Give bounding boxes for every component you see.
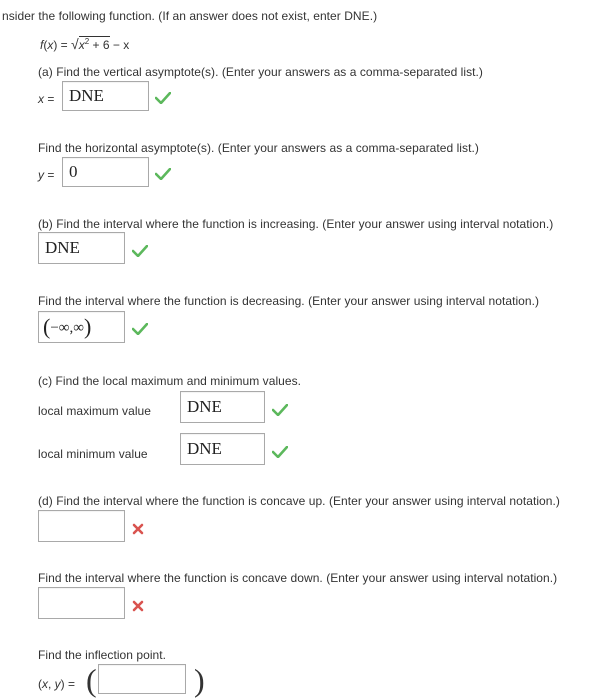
check-icon xyxy=(155,168,171,180)
cross-icon xyxy=(132,600,144,612)
horizontal-asymptote-input[interactable]: 0 xyxy=(62,157,149,187)
inflection-paren-close: ) xyxy=(194,662,205,698)
radical-sign: √ xyxy=(71,36,79,52)
vertical-asymptote-input[interactable]: DNE xyxy=(62,81,149,111)
function-lhs: f(x) = xyxy=(40,38,72,52)
inflection-point-input[interactable] xyxy=(98,664,186,694)
part-b-increasing-prompt: (b) Find the interval where the function is increasing. (Enter your answer using interval notation.) xyxy=(38,217,554,231)
inflection-prompt: Find the inflection point. xyxy=(38,648,167,662)
concave-up-input[interactable] xyxy=(38,510,125,542)
check-icon xyxy=(132,323,148,335)
sqrt-expression xyxy=(71,36,110,52)
local-min-input[interactable]: DNE xyxy=(180,433,265,465)
paren-open: ( xyxy=(43,314,51,339)
horizontal-prompt: Find the horizontal asymptote(s). (Enter your answers as a comma-separated list.) xyxy=(38,141,479,155)
check-icon xyxy=(272,446,288,458)
horizontal-label: y = xyxy=(38,168,55,182)
radicand-exponent: 2 xyxy=(84,37,90,46)
part-d-concave-up-prompt: (d) Find the interval where the function is concave up. (Enter your answer using interval notation.) xyxy=(38,494,560,508)
check-icon xyxy=(272,404,288,416)
interval-inner: −∞,∞ xyxy=(50,320,84,336)
part-c-prompt: (c) Find the local maximum and minimum values. xyxy=(38,374,302,388)
inflection-label: (x, y) = xyxy=(38,677,76,691)
intro-text: nsider the following function. (If an answer does not exist, enter DNE.) xyxy=(2,9,378,23)
local-min-label: local minimum value xyxy=(38,447,148,461)
paren-close: ) xyxy=(83,314,92,339)
inflection-paren-open: ( xyxy=(86,662,97,698)
concave-down-input[interactable] xyxy=(38,587,125,619)
check-icon xyxy=(132,245,148,257)
part-b-decreasing-prompt: Find the interval where the function is decreasing. (Enter your answer using interval notation.) xyxy=(38,294,540,308)
decreasing-interval-input[interactable] xyxy=(38,311,125,343)
part-a-label: x = xyxy=(38,92,55,106)
radicand-rest: + 6 xyxy=(89,38,110,52)
cross-icon xyxy=(132,523,144,535)
increasing-interval-input[interactable]: DNE xyxy=(38,232,125,264)
local-max-input[interactable]: DNE xyxy=(180,391,265,423)
function-tail: − x xyxy=(112,38,130,52)
function-definition xyxy=(40,36,129,52)
local-max-label: local maximum value xyxy=(38,404,151,418)
part-a-prompt: (a) Find the vertical asymptote(s). (Enter your answers as a comma-separated list.) xyxy=(38,65,483,79)
radicand xyxy=(79,36,110,52)
check-icon xyxy=(155,92,171,104)
part-d-concave-down-prompt: Find the interval where the function is concave down. (Enter your answer using interval notation.) xyxy=(38,571,558,585)
radicand-base: x xyxy=(78,38,85,52)
